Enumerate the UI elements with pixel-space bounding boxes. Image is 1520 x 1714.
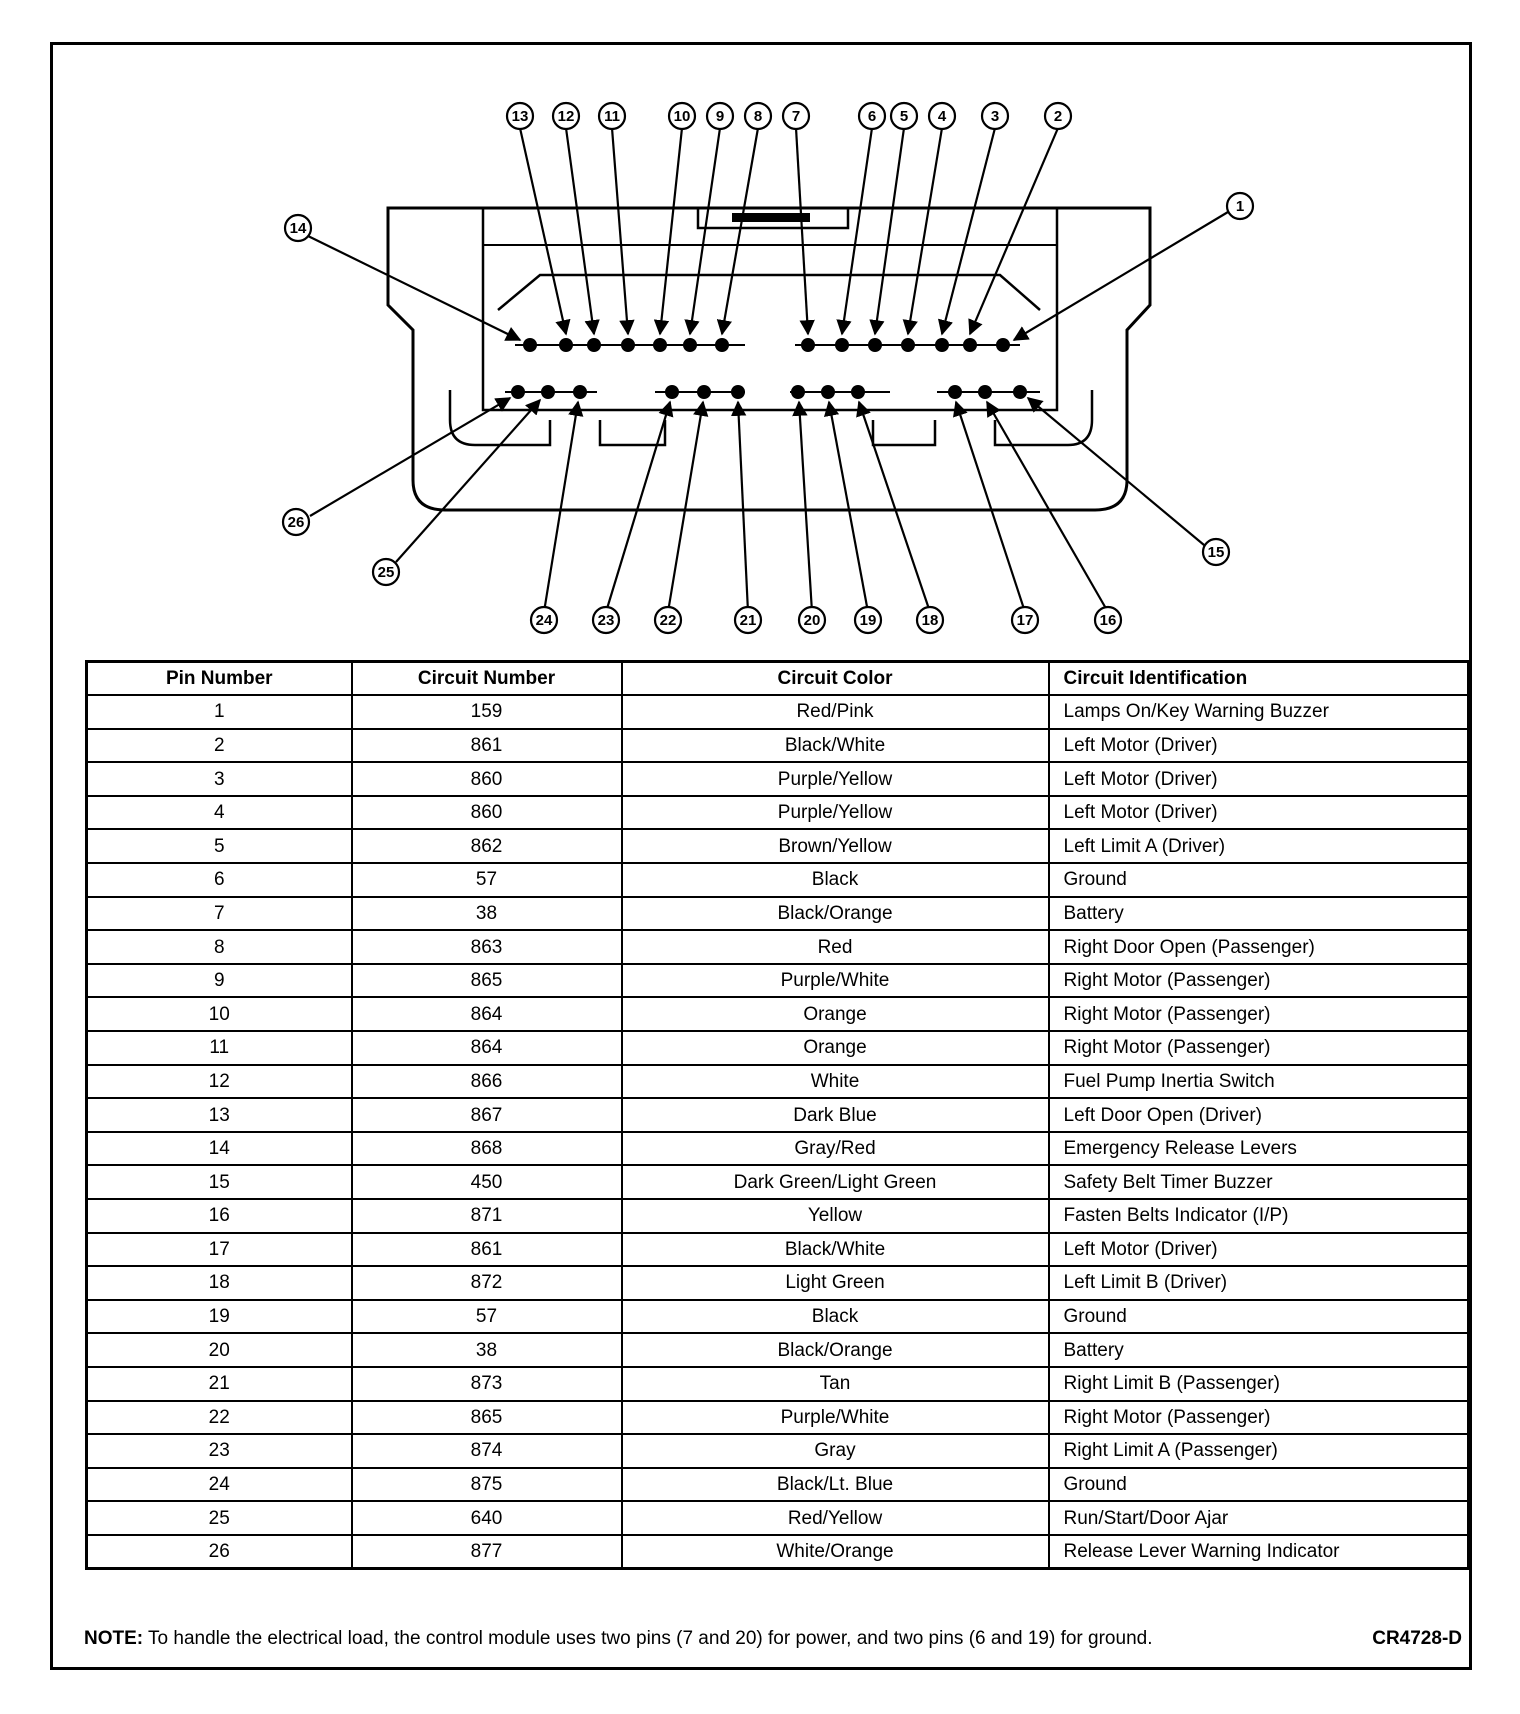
circuit-identification-cell: Ground bbox=[1049, 1300, 1469, 1334]
circuit-number-cell: 57 bbox=[352, 863, 622, 897]
circuit-color-cell: Purple/White bbox=[622, 964, 1049, 998]
circuit-number-cell: 38 bbox=[352, 897, 622, 931]
pin-label: 23 bbox=[597, 612, 615, 629]
circuit-color-cell: Black/White bbox=[622, 1233, 1049, 1267]
pin-number-cell: 22 bbox=[87, 1401, 352, 1435]
pin-number-cell: 6 bbox=[87, 863, 352, 897]
table-row bbox=[87, 829, 1469, 863]
pin-label: 17 bbox=[1016, 612, 1034, 629]
table-row bbox=[87, 1434, 1469, 1468]
table-row bbox=[87, 997, 1469, 1031]
table-row bbox=[87, 1367, 1469, 1401]
circuit-identification-cell: Right Motor (Passenger) bbox=[1049, 1031, 1469, 1065]
leader-lines bbox=[308, 128, 1228, 612]
pin-number-cell: 17 bbox=[87, 1233, 352, 1267]
circuit-number-cell: 874 bbox=[352, 1434, 622, 1468]
circuit-color-cell: Red bbox=[622, 930, 1049, 964]
circuit-identification-cell: Ground bbox=[1049, 1468, 1469, 1502]
circuit-color-cell: Gray bbox=[622, 1434, 1049, 1468]
circuit-identification-cell: Left Motor (Driver) bbox=[1049, 762, 1469, 796]
pin-table bbox=[85, 660, 1470, 1570]
pin-label: 26 bbox=[287, 514, 305, 531]
circuit-number-cell: 864 bbox=[352, 997, 622, 1031]
circuit-number-cell: 872 bbox=[352, 1266, 622, 1300]
pin-label: 7 bbox=[791, 108, 801, 125]
connector-body bbox=[388, 208, 1150, 510]
circuit-identification-cell: Run/Start/Door Ajar bbox=[1049, 1501, 1469, 1535]
pin-label: 1 bbox=[1235, 198, 1245, 215]
circuit-number-cell: 640 bbox=[352, 1501, 622, 1535]
table-row bbox=[87, 1199, 1469, 1233]
circuit-number-cell: 57 bbox=[352, 1300, 622, 1334]
pin-number-cell: 20 bbox=[87, 1333, 352, 1367]
circuit-color-cell: Purple/White bbox=[622, 1401, 1049, 1435]
circuit-color-cell: Red/Yellow bbox=[622, 1501, 1049, 1535]
circuit-number-cell: 863 bbox=[352, 930, 622, 964]
circuit-number-cell: 862 bbox=[352, 829, 622, 863]
circuit-color-cell: Black/White bbox=[622, 729, 1049, 763]
circuit-number-cell: 860 bbox=[352, 796, 622, 830]
circuit-color-cell: Tan bbox=[622, 1367, 1049, 1401]
pin-number-cell: 16 bbox=[87, 1199, 352, 1233]
circuit-color-cell: Purple/Yellow bbox=[622, 762, 1049, 796]
circuit-identification-cell: Right Limit A (Passenger) bbox=[1049, 1434, 1469, 1468]
pin-label: 2 bbox=[1053, 108, 1063, 125]
table-row bbox=[87, 1233, 1469, 1267]
pin-number-cell: 7 bbox=[87, 897, 352, 931]
circuit-number-cell: 450 bbox=[352, 1165, 622, 1199]
table-row bbox=[87, 1098, 1469, 1132]
table-row bbox=[87, 1266, 1469, 1300]
pin-number-cell: 19 bbox=[87, 1300, 352, 1334]
circuit-color-cell: Light Green bbox=[622, 1266, 1049, 1300]
circuit-color-cell: Red/Pink bbox=[622, 695, 1049, 729]
pin-label: 19 bbox=[859, 612, 877, 629]
pin-label: 4 bbox=[937, 108, 947, 125]
pin-label: 25 bbox=[377, 564, 395, 581]
pin-number-cell: 21 bbox=[87, 1367, 352, 1401]
circuit-number-cell: 861 bbox=[352, 1233, 622, 1267]
circuit-number-cell: 860 bbox=[352, 762, 622, 796]
pin-number-cell: 5 bbox=[87, 829, 352, 863]
pin-number-cell: 14 bbox=[87, 1132, 352, 1166]
pin-label: 5 bbox=[899, 108, 909, 125]
circuit-color-cell: Black/Orange bbox=[622, 897, 1049, 931]
table-row bbox=[87, 729, 1469, 763]
circuit-identification-cell: Left Motor (Driver) bbox=[1049, 796, 1469, 830]
circuit-number-cell: 861 bbox=[352, 729, 622, 763]
pin-label: 6 bbox=[867, 108, 877, 125]
pin-label: 16 bbox=[1099, 612, 1117, 629]
table-row bbox=[87, 1501, 1469, 1535]
table-row bbox=[87, 1401, 1469, 1435]
note-label: NOTE: bbox=[84, 1628, 144, 1649]
circuit-identification-cell: Right Motor (Passenger) bbox=[1049, 997, 1469, 1031]
circuit-color-cell: Orange bbox=[622, 997, 1049, 1031]
circuit-color-cell: Dark Green/Light Green bbox=[622, 1165, 1049, 1199]
table-row bbox=[87, 1333, 1469, 1367]
table-row bbox=[87, 1535, 1469, 1569]
circuit-number-cell: 159 bbox=[352, 695, 622, 729]
pin-label: 14 bbox=[289, 220, 307, 237]
table-row bbox=[87, 1165, 1469, 1199]
circuit-identification-cell: Left Limit B (Driver) bbox=[1049, 1266, 1469, 1300]
circuit-identification-cell: Emergency Release Levers bbox=[1049, 1132, 1469, 1166]
pin-number-cell: 12 bbox=[87, 1065, 352, 1099]
pin-label: 22 bbox=[659, 612, 677, 629]
pin-callout-labels bbox=[288, 108, 1245, 629]
circuit-number-cell: 38 bbox=[352, 1333, 622, 1367]
circuit-identification-cell: Safety Belt Timer Buzzer bbox=[1049, 1165, 1469, 1199]
table-row bbox=[87, 1031, 1469, 1065]
table-row bbox=[87, 1065, 1469, 1099]
pin-number-cell: 10 bbox=[87, 997, 352, 1031]
pin-number-cell: 11 bbox=[87, 1031, 352, 1065]
circuit-number-cell: 867 bbox=[352, 1098, 622, 1132]
pin-number-cell: 18 bbox=[87, 1266, 352, 1300]
pin-label: 21 bbox=[739, 612, 757, 629]
circuit-number-cell: 875 bbox=[352, 1468, 622, 1502]
circuit-identification-cell: Right Motor (Passenger) bbox=[1049, 964, 1469, 998]
pin-number-cell: 8 bbox=[87, 930, 352, 964]
circuit-color-cell: Brown/Yellow bbox=[622, 829, 1049, 863]
circuit-identification-cell: Right Door Open (Passenger) bbox=[1049, 930, 1469, 964]
circuit-identification-cell: Ground bbox=[1049, 863, 1469, 897]
table-row bbox=[87, 1132, 1469, 1166]
circuit-identification-cell: Left Motor (Driver) bbox=[1049, 729, 1469, 763]
pin-number-cell: 9 bbox=[87, 964, 352, 998]
header-circuit-identification: Circuit Identification bbox=[1049, 662, 1469, 696]
circuit-number-cell: 868 bbox=[352, 1132, 622, 1166]
circuit-identification-cell: Fuel Pump Inertia Switch bbox=[1049, 1065, 1469, 1099]
pin-label: 3 bbox=[990, 108, 1000, 125]
pin-number-cell: 24 bbox=[87, 1468, 352, 1502]
pin-number-cell: 2 bbox=[87, 729, 352, 763]
table-row bbox=[87, 762, 1469, 796]
table-row bbox=[87, 1468, 1469, 1502]
header-pin-number: Pin Number bbox=[87, 662, 352, 696]
figure-code: CR4728-D bbox=[1372, 1628, 1462, 1649]
table-row bbox=[87, 1300, 1469, 1334]
pin-label: 15 bbox=[1207, 544, 1225, 561]
circuit-identification-cell: Battery bbox=[1049, 897, 1469, 931]
pin-number-cell: 4 bbox=[87, 796, 352, 830]
circuit-color-cell: Black/Orange bbox=[622, 1333, 1049, 1367]
pin-label: 20 bbox=[803, 612, 821, 629]
circuit-color-cell: Purple/Yellow bbox=[622, 796, 1049, 830]
table-row bbox=[87, 964, 1469, 998]
circuit-number-cell: 866 bbox=[352, 1065, 622, 1099]
circuit-color-cell: Dark Blue bbox=[622, 1098, 1049, 1132]
pin-label: 13 bbox=[511, 108, 529, 125]
table-row bbox=[87, 796, 1469, 830]
table-header-row bbox=[87, 662, 1469, 696]
circuit-color-cell: Yellow bbox=[622, 1199, 1049, 1233]
table-body bbox=[87, 695, 1469, 1568]
pin-number-cell: 1 bbox=[87, 695, 352, 729]
circuit-color-cell: Gray/Red bbox=[622, 1132, 1049, 1166]
note-text: To handle the electrical load, the control module uses two pins (7 and 20) for power, and two pins (6 and 19) for ground. bbox=[148, 1628, 1153, 1649]
note bbox=[84, 1628, 1152, 1650]
pin-label: 18 bbox=[921, 612, 939, 629]
circuit-color-cell: White/Orange bbox=[622, 1535, 1049, 1569]
table-row bbox=[87, 930, 1469, 964]
pin-callouts bbox=[283, 103, 1253, 633]
circuit-identification-cell: Lamps On/Key Warning Buzzer bbox=[1049, 695, 1469, 729]
connector-diagram bbox=[0, 0, 1520, 660]
circuit-identification-cell: Battery bbox=[1049, 1333, 1469, 1367]
pin-number-cell: 25 bbox=[87, 1501, 352, 1535]
circuit-number-cell: 865 bbox=[352, 1401, 622, 1435]
circuit-identification-cell: Left Door Open (Driver) bbox=[1049, 1098, 1469, 1132]
pin-label: 24 bbox=[535, 612, 553, 629]
circuit-number-cell: 877 bbox=[352, 1535, 622, 1569]
circuit-identification-cell: Right Motor (Passenger) bbox=[1049, 1401, 1469, 1435]
pin-label: 10 bbox=[673, 108, 691, 125]
circuit-color-cell: Black bbox=[622, 863, 1049, 897]
pin-number-cell: 23 bbox=[87, 1434, 352, 1468]
circuit-number-cell: 865 bbox=[352, 964, 622, 998]
top-row-pins bbox=[523, 338, 1010, 352]
header-circuit-color: Circuit Color bbox=[622, 662, 1049, 696]
pin-number-cell: 3 bbox=[87, 762, 352, 796]
circuit-color-cell: Orange bbox=[622, 1031, 1049, 1065]
pin-number-cell: 26 bbox=[87, 1535, 352, 1569]
circuit-identification-cell: Left Limit A (Driver) bbox=[1049, 829, 1469, 863]
circuit-color-cell: Black/Lt. Blue bbox=[622, 1468, 1049, 1502]
circuit-identification-cell: Left Motor (Driver) bbox=[1049, 1233, 1469, 1267]
pin-number-cell: 15 bbox=[87, 1165, 352, 1199]
pin-number-cell: 13 bbox=[87, 1098, 352, 1132]
circuit-color-cell: White bbox=[622, 1065, 1049, 1099]
table-row bbox=[87, 897, 1469, 931]
header-circuit-number: Circuit Number bbox=[352, 662, 622, 696]
table-row bbox=[87, 863, 1469, 897]
pin-label: 12 bbox=[557, 108, 575, 125]
circuit-number-cell: 864 bbox=[352, 1031, 622, 1065]
circuit-identification-cell: Fasten Belts Indicator (I/P) bbox=[1049, 1199, 1469, 1233]
table-row bbox=[87, 695, 1469, 729]
pin-label: 8 bbox=[753, 108, 763, 125]
pin-label: 11 bbox=[604, 108, 620, 125]
pin-label: 9 bbox=[715, 108, 725, 125]
circuit-number-cell: 873 bbox=[352, 1367, 622, 1401]
circuit-identification-cell: Release Lever Warning Indicator bbox=[1049, 1535, 1469, 1569]
circuit-identification-cell: Right Limit B (Passenger) bbox=[1049, 1367, 1469, 1401]
circuit-color-cell: Black bbox=[622, 1300, 1049, 1334]
circuit-number-cell: 871 bbox=[352, 1199, 622, 1233]
